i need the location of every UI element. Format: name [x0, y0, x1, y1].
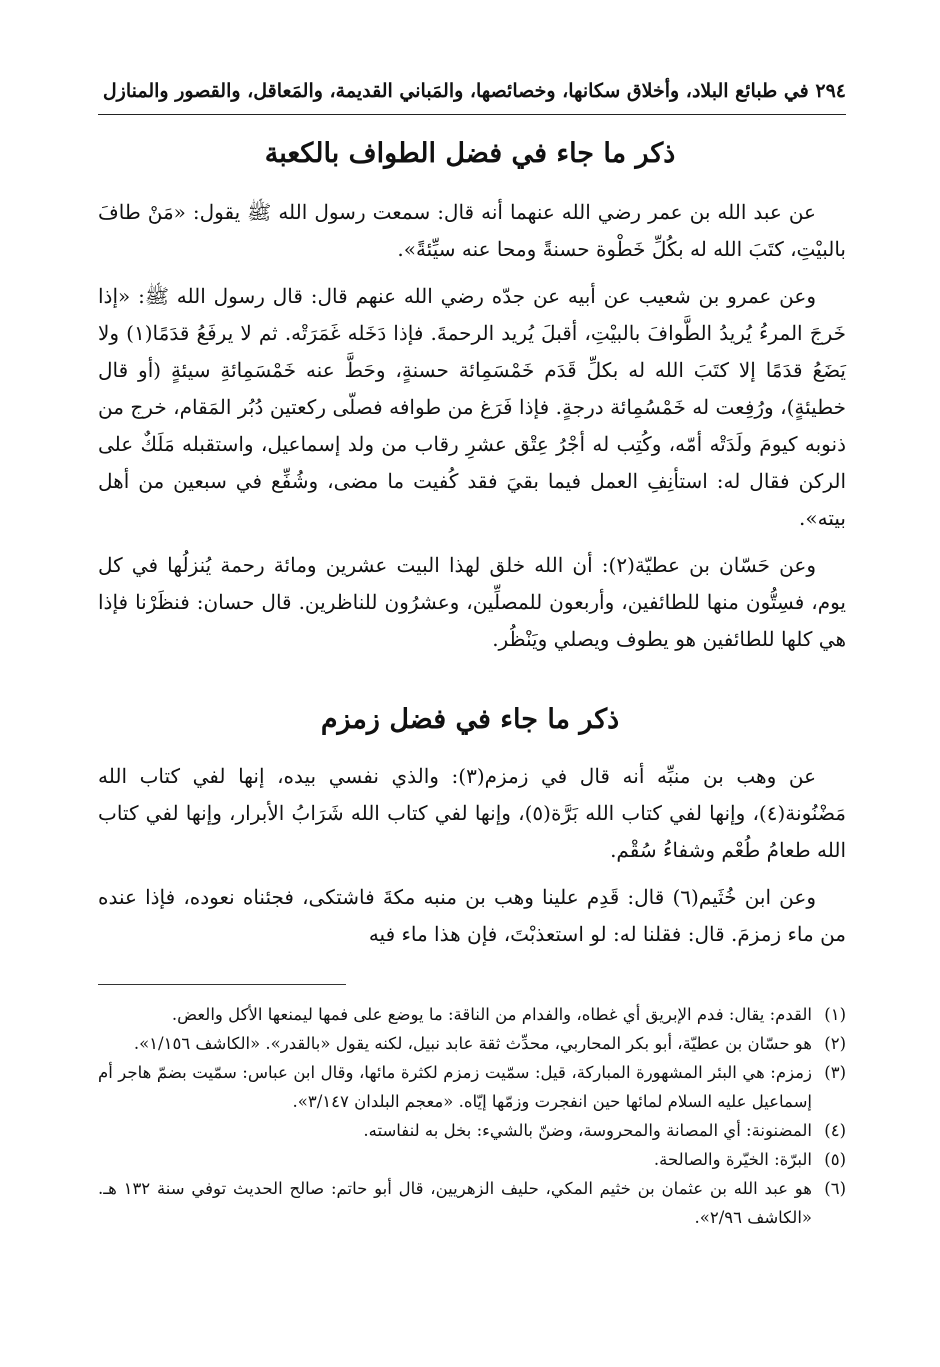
section-body-zamzam [98, 758, 846, 953]
running-title: في طبائع البلاد، وأخلاق سكانها، وخصائصها، والمَباني القديمة، والمَعاقل، والقصور والمنازل [102, 80, 809, 102]
paragraph: وعن ابن خُثَيم(٦) قال: قَدِم علينا وهب بن منبه مكةَ فاشتكى، فجئناه نعوده، فإذا عنده من ماء زمزمَ. قال: فقلنا له: لو استعذبْتَ، فإن هذا ماء فيه [98, 885, 846, 946]
footnote-number: (٣) [824, 1063, 846, 1082]
paragraph: عن عبد الله بن عمر رضي الله عنهما أنه قال: سمعت رسول الله ﷺ يقول: «مَنْ طافَ بالبيْتِ، كتَبَ الله له بكُلِّ خَطْوة حسنةً ومحا عنه سيِّئةً». [98, 200, 846, 261]
footnote-number: (١) [824, 1005, 846, 1024]
paragraph: وعن حَسّان بن عطيّة(٢): أن الله خلق لهذا البيت عشرين ومائة رحمة يُنزلُها في كل يوم، فسِتُّون منها للطائفين، وأربعون للمصلِّين، وعشرُون للناظرين. قال حسان: فنظَرْنا فإذا هي كلها للطائفين هو يطوف ويصلي ويَنْظُر. [98, 553, 846, 651]
footnote [98, 1029, 846, 1058]
paragraph: عن وهب بن منبِّه أنه قال في زمزم(٣): والذي نفسي بيده، إنها لفي كتاب الله مَضْنُونة(٤)، وإنها لفي كتاب الله بَرَّة(٥)، وإنها لفي كتاب الله شَرَابُ الأبرار، وإنها لفي كتاب الله طعامُ طُعْم وشفاءُ سُقْم. [98, 764, 846, 862]
footnote [98, 1000, 846, 1029]
footnote-text: زمزم: هي البئر المشهورة المباركة، قيل: سمّيت زمزم لكثرة مائها، وقال ابن عباس: سمّيت بضمّ هاجر أم إسماعيل عليه السلام لمائها حين انفجرت وزمّها إيّاه. «معجم البلدان ٣/١٤٧». [98, 1063, 812, 1111]
section-title-tawaf: ذكر ما جاء في فضل الطواف بالكعبة [264, 138, 676, 169]
section-title-zamzam: ذكر ما جاء في فضل زمزم [320, 704, 620, 735]
footnote-text: القدم: يقال: فدم الإبريق أي غطاه، والفدام من الناقة: ما يوضع على فمها ليمنعها الأكل والعض. [171, 1005, 812, 1024]
footnote-separator [98, 984, 346, 985]
footnote [98, 1174, 846, 1232]
section-body-tawaf [98, 194, 846, 658]
footnote-text: هو حسّان بن عطيّة، أبو بكر المحاربي، محدِّث ثقة عابد نبيل، لكنه يقول «بالقدر». «الكاشف ١/١٥٦». [133, 1034, 812, 1053]
page-header [98, 78, 846, 118]
footnote [98, 1145, 846, 1174]
page-number: ٢٩٤ [815, 80, 846, 102]
paragraph: وعن عمرو بن شعيب عن أبيه عن جدّه رضي الله عنهم قال: قال رسول الله ﷺ: «إذا خَرجَ المرءُ يُريدُ الطَّوافَ بالبيْتِ، أقبلَ يُريد الرحمةَ. فإذا دَخَله غَمَرَتْه. ثم لا يرفَعُ قدَمًا(١) ولا يَضَعُ قدَمًا إلا كتَبَ الله له بكلِّ قَدَم خَمْسَمِائة حسنةٍ، وحَطَّ عنه خَمْسَمِائةِ سيئةٍ (أو قال خطيئةٍ)، ورُفِعت له خَمْسُمِائة درجةٍ. فإذا فَرَغ من طوافه فصلّى ركعتين دُبُر المَقام، خرج من ذنوبه كيومَ ولَدَتْه أمّه، وكُتِب له أجْرُ عِتْق عشرِ رقاب من ولد إسماعيل، واستقبله مَلَكٌ على الركن فقال له: استأنِفِ العمل فيما بقيَ فقد كُفيت ما مضى، وشُفِّع في سبعين من أهل بيته». [98, 284, 847, 530]
footnote [98, 1058, 846, 1116]
footnote-text: هو عبد الله بن عثمان بن خثيم المكي، حليف الزهريين، قال أبو حاتم: صالح الحديث توفي سنة ١٣٢ هـ. «الكاشف ٢/٩٦». [98, 1179, 812, 1227]
footnote-number: (٦) [824, 1179, 846, 1198]
footnote [98, 1116, 846, 1145]
header-text [103, 80, 846, 102]
footnotes [98, 1000, 846, 1232]
header-rule [98, 114, 846, 115]
footnote-number: (٥) [824, 1150, 846, 1169]
footnote-number: (٤) [824, 1121, 846, 1140]
footnote-text: البرّة: الخيّرة والصالحة. [653, 1150, 812, 1169]
footnote-number: (٢) [824, 1034, 846, 1053]
footnote-text: المضنونة: أي المصانة والمحروسة، وضنّ بالشيء: بخل به لنفاسته. [363, 1121, 812, 1140]
